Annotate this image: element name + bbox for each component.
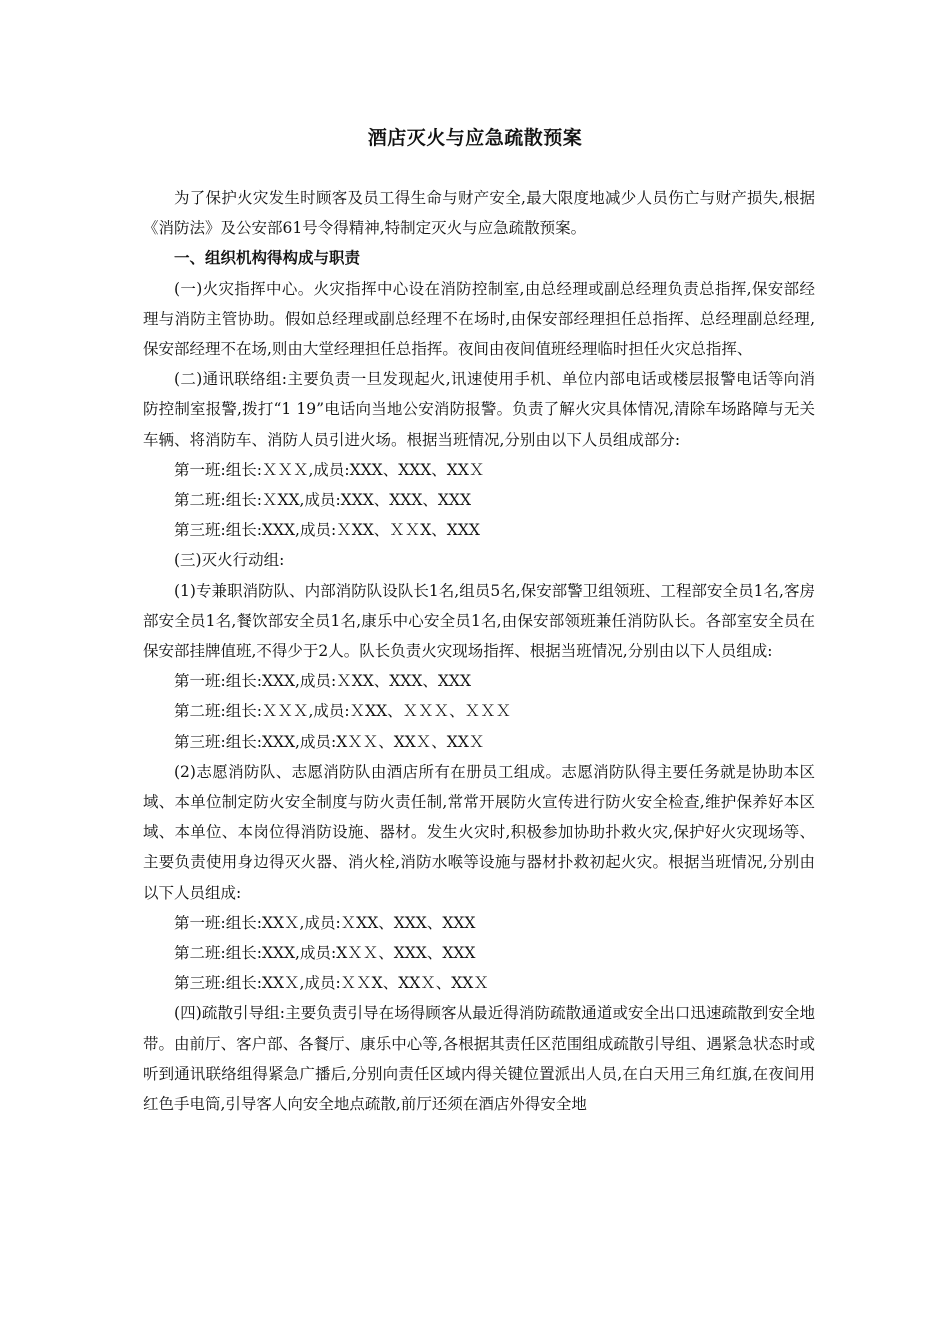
paragraph: (一)火灾指挥中心。火灾指挥中心设在消防控制室,由总经理或副总经理负责总指挥,保安部经理与消防主管协助。假如总经理或副总经理不在场时,由保安部经理担任总指挥、总经理副总经理,保安部经理不在场,则由大堂经理担任总指挥。夜间由夜间值班经理临时担任火灾总指挥、: [143, 279, 815, 359]
paragraph: (三)灭火行动组:: [174, 551, 285, 570]
paragraph: 第一班:组长:ＸＸＸ,成员:XXX、XXX、XXＸ: [174, 460, 485, 479]
paragraph: 为了保护火灾发生时顾客及员工得生命与财产安全,最大限度地减少人员伤亡与财产损失,根据《消防法》及公安部61号令得精神,特制定灭火与应急疏散预案。: [143, 189, 815, 238]
paragraph: 第一班:组长:XXＸ,成员:ＸXX、XXX、XXX: [174, 913, 476, 932]
document-body: [143, 183, 815, 1119]
paragraph: (2)志愿消防队、志愿消防队由酒店所有在册员工组成。志愿消防队得主要任务就是协助本区域、本单位制定防火安全制度与防火责任制,常常开展防火宣传进行防火安全检查,维护保养好本区域、本单位、本岗位得消防设施、器材。发生火灾时,积极参加协助扑救火灾,保护好火灾现场等、主要负责使用身边得灭火器、消火栓,消防水喉等设施与器材扑救初起火灾。根据当班情况,分别由以下人员组成:: [143, 762, 815, 902]
paragraph: (二)通讯联络组:主要负责一旦发现起火,讯速使用手机、单位内部电话或楼层报警电话等向消防控制室报警,拨打“1 19”电话向当地公安消防报警。负责了解火灾具体情况,清除车场路障与无关车辆、将消防车、消防人员引进火场。根据当班情况,分别由以下人员组成部分:: [143, 370, 815, 449]
paragraph: 第三班:组长:XXX,成员:XＸＸ、XXＸ、XXＸ: [174, 732, 485, 751]
paragraph: (1)专兼职消防队、内部消防队设队长1名,组员5名,保安部警卫组领班、工程部安全员1名,客房部安全员1名,餐饮部安全员1名,康乐中心安全员1名,由保安部领班兼任消防队长。各部室安全员在保安部挂牌值班,不得少于2人。队长负责火灾现场指挥、根据当班情况,分别由以下人员组成:: [143, 581, 815, 661]
paragraph: 第三班:组长:XXＸ,成员:ＸＸX、XXＸ、XXＸ: [174, 974, 489, 993]
document-title: 酒店灭火与应急疏散预案: [367, 127, 583, 149]
paragraph: 第三班:组长:XXX,成员:ＸXX、ＸＸX、XXX: [174, 521, 480, 540]
paragraph: 第二班:组长:ＸXX,成员:XXX、XXX、XXX: [174, 491, 471, 510]
paragraph: (四)疏散引导组:主要负责引导在场得顾客从最近得消防疏散通道或安全出口迅速疏散到安全地带。由前厅、客户部、各餐厅、康乐中心等,各根据其责任区范围组成疏散引导组、遇紧急状态时或听到通讯联络组得紧急广播后,分别向责任区域内得关键位置派出人员,在白天用三角红旗,在夜间用红色手电筒,引导客人向安全地点疏散,前厅还须在酒店外得安全地: [143, 1004, 815, 1114]
paragraph: 第一班:组长:XXX,成员:ＸXX、XXX、XXX: [174, 672, 471, 691]
paragraph: 第二班:组长:XXX,成员:XＸＸ、XXX、XXX: [174, 944, 476, 963]
paragraph: 第二班:组长:ＸＸＸ,成员:ＸXX、ＸＸＸ、ＸＸＸ: [174, 702, 512, 721]
section-heading: 一、组织机构得构成与职责: [174, 248, 361, 268]
